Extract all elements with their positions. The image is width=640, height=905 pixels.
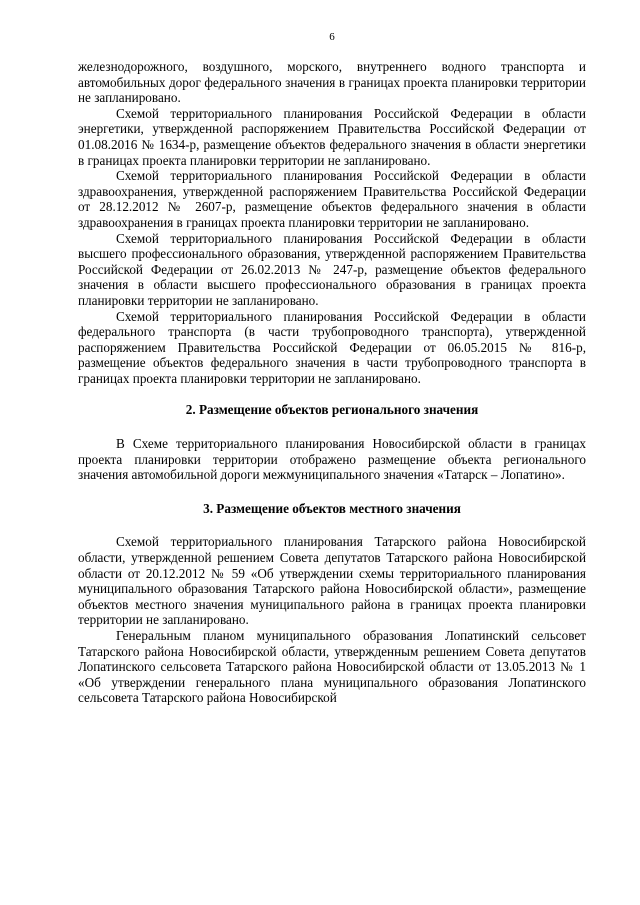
paragraph: Схемой территориального планирования Российской Федерации в области высшего профессионального образования, утвержденной распоряжением Правительства Российской Федерации от 26.02.2013 № 247-р, размещение объектов федерального значения в области высшего профессионального образования в границах проекта планировки территории не запланировано. bbox=[78, 230, 586, 308]
paragraph: Схемой территориального планирования Российской Федерации в области федерального транспорта (в части трубопроводного транспорта), утвержденной распоряжением Правительства Российской Федерации от 06.05.2015 № 816-р, размещение объектов федерального значения в части трубопроводного транспорта в границах проекта планировки территории не запланировано. bbox=[78, 308, 586, 386]
section-heading-local: 3. Размещение объектов местного значения bbox=[203, 500, 461, 516]
paragraph: Схемой территориального планирования Российской Федерации в области энергетики, утвержденной распоряжением Правительства Российской Федерации от 01.08.2016 № 1634-р, размещение объектов федерального значения в области энергетики в границах проекта планировки территории не запланировано. bbox=[78, 105, 586, 168]
page-number: 6 bbox=[329, 31, 335, 43]
paragraph: Схемой территориального планирования Российской Федерации в области здравоохранения, утвержденной распоряжением Правительства Российской Федерации от 28.12.2012 № 2607-р, размещение объектов федерального значения в области здравоохранения в границах проекта планировки территории не запланировано. bbox=[78, 168, 586, 230]
paragraph: Генеральным планом муниципального образования Лопатинский сельсовет Татарского района Новосибирской области, утвержденным решением Совета депутатов Лопатинского сельсовета Татарского района Новосибирской области от 13.05.2013 № 1 «Об утверждении генерального плана муниципального образования Лопатинского сельсовета Татарского района Новосибирской bbox=[78, 628, 586, 706]
paragraph: В Схеме территориального планирования Новосибирской области в границах проекта планировки территории отображено размещение объекта регионального значения автомобильной дороги межмуниципального значения «Татарск – Лопатино». bbox=[78, 436, 586, 483]
paragraph: железнодорожного, воздушного, морского, внутреннего водного транспорта и автомобильных дорог федерального значения в границах проекта планировки территории не запланировано. bbox=[78, 59, 586, 106]
section-heading-regional: 2. Размещение объектов регионального значения bbox=[185, 402, 479, 418]
paragraph: Схемой территориального планирования Татарского района Новосибирской области, утвержденной решением Совета депутатов Татарского района Новосибирской области от 20.12.2012 № 59 «Об утверждении схемы территориального планирования муниципального образования Татарского района Новосибирской области», размещение объектов местного значения муниципального района в границах проекта планировки территории не запланировано. bbox=[78, 534, 586, 628]
